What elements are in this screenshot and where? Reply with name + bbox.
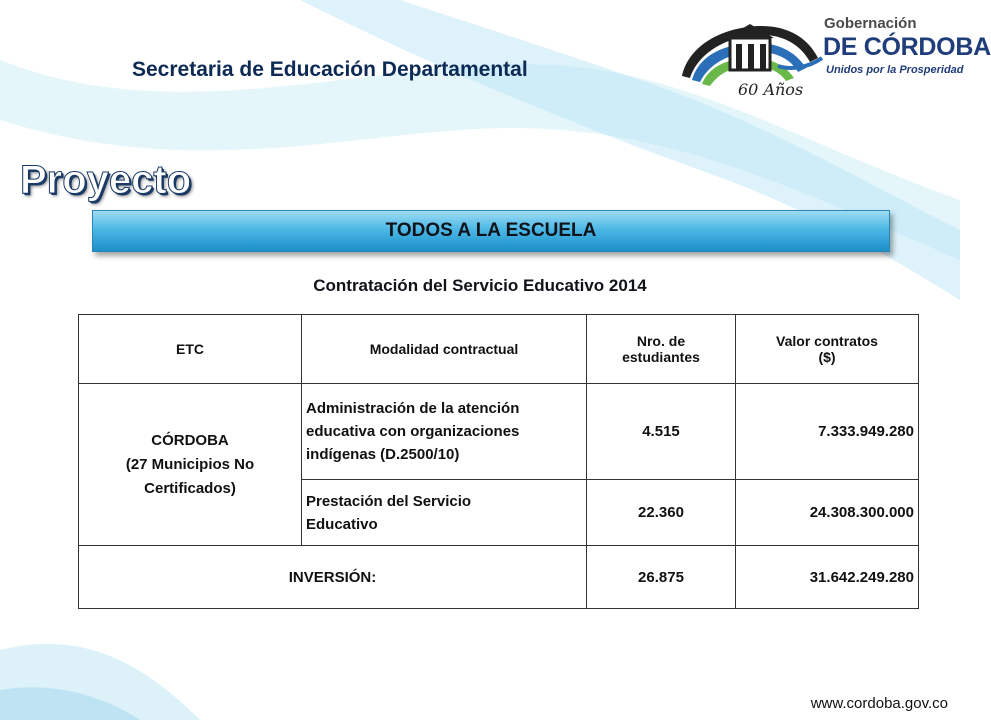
header-valor: [736, 315, 919, 384]
website-link[interactable]: www.cordoba.gov.co: [810, 695, 948, 712]
modalidad-cell: [302, 384, 587, 480]
estudiantes-cell: 22.360: [587, 480, 736, 546]
header-estudiantes: [587, 315, 736, 384]
logo-line-cordoba: DE CÓRDOBA: [823, 33, 991, 61]
modalidad-line: Educativo: [306, 515, 378, 533]
table-header-row: [79, 315, 919, 384]
table-row: [79, 384, 919, 480]
valor-cell: 24.308.300.000: [736, 480, 919, 546]
etc-cell: [79, 384, 302, 546]
banner-label: TODOS A LA ESCUELA: [385, 220, 597, 241]
contracts-table: [78, 314, 919, 609]
modalidad-cell: [302, 480, 587, 546]
header-estudiantes-line2: estudiantes: [622, 349, 700, 365]
header-estudiantes-line1: Nro. de: [636, 333, 686, 349]
estudiantes-cell: 4.515: [587, 384, 736, 480]
page-title: Proyecto: [20, 158, 192, 202]
total-valor: 31.642.249.280: [736, 546, 919, 609]
modalidad-line: Administración de la atención: [306, 400, 520, 417]
valor-cell: 7.333.949.280: [736, 384, 919, 480]
logo-years: 60 Años: [738, 80, 804, 99]
modalidad-line: indígenas (D.2500/10): [306, 446, 460, 463]
header-etc: ETC: [79, 315, 302, 384]
etc-line: CÓRDOBA: [151, 431, 229, 449]
total-label: INVERSIÓN:: [79, 546, 587, 609]
modalidad-line: educativa con organizaciones: [306, 423, 520, 440]
table-total-row: [79, 546, 919, 609]
header-modalidad: Modalidad contractual: [302, 315, 587, 384]
modalidad-line: Prestación del Servicio: [306, 492, 472, 510]
total-estudiantes: 26.875: [587, 546, 736, 609]
logo-slogan: Unidos por la Prosperidad: [826, 64, 964, 76]
table-subtitle: Contratación del Servicio Educativo 2014: [313, 276, 647, 295]
header-valor-line1: Valor contratos: [776, 333, 878, 349]
etc-line: (27 Municipios No: [125, 455, 255, 473]
etc-line: Certificados): [144, 479, 236, 497]
header-valor-line2: ($): [818, 349, 836, 365]
logo-line-gobernacion: Gobernación: [824, 15, 917, 32]
department-title: Secretaria de Educación Departamental: [132, 58, 528, 81]
project-banner: [92, 210, 890, 252]
